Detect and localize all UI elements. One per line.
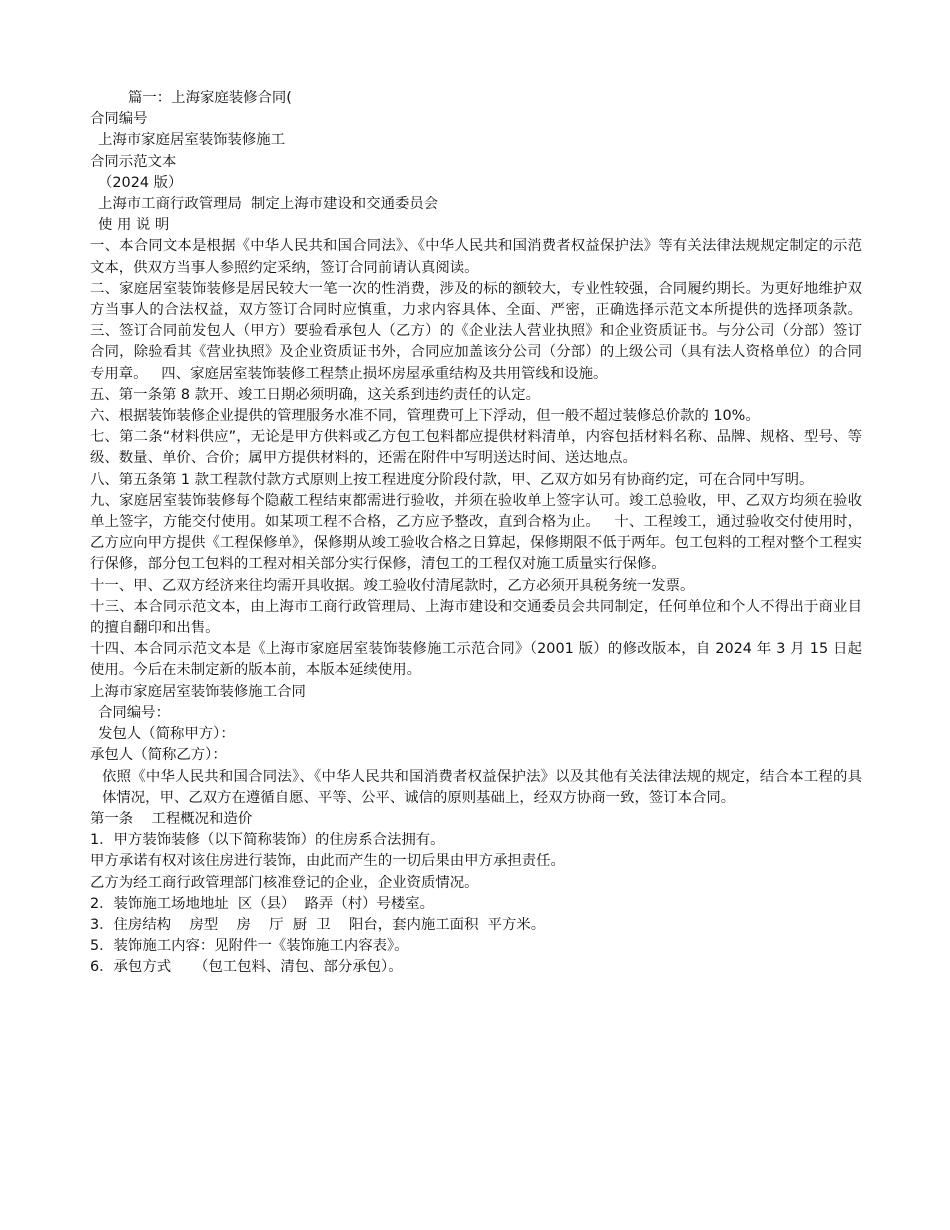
article-1-item: 5．装饰施工内容：见附件一《装饰施工内容表》。 bbox=[90, 938, 409, 955]
instruction-paragraph: 八、第五条第 1 款工程款付款方式原则上按工程进度分阶段付款，甲、乙双方如另有协商约定，可在合同中写明。 bbox=[90, 471, 814, 488]
article-1-heading: 第一条 工程概况和造价 bbox=[90, 810, 253, 827]
instruction-paragraph: 五、第一条第 8 款开、竣工日期必须明确，这关系到违约责任的认定。 bbox=[90, 386, 541, 403]
article-1-item: 3．住房结构 房型 房 厅 厨 卫 阳台，套内施工面积 平方米。 bbox=[90, 916, 546, 933]
instruction-paragraph: 十四、本合同示范文本是《上海市家庭居室装饰装修施工示范合同》（2001 版）的修改版本，自 2024 年 3 月 15 日起使用。今后在未制定新的版本前，本版本延续使用。 bbox=[90, 641, 862, 679]
contract-name: 上海市家庭居室装饰装修施工 bbox=[98, 132, 286, 149]
issuers-line: 上海市工商行政管理局 制定上海市建设和交通委员会 bbox=[98, 196, 439, 213]
instruction-paragraph: 七、第二条“材料供应”，无论是甲方供料或乙方包工包料都应提供材料清单，内容包括材料名称、品牌、规格、型号、等级、数量、单价、合价；属甲方提供材料的，还需在附件中写明送达时间、送达地点。 bbox=[90, 429, 862, 467]
party-b-field: 承包人（简称乙方）： bbox=[90, 747, 227, 764]
contract-no-label: 合同编号 bbox=[90, 111, 148, 128]
article-1-item: 甲方承诺有权对该住房进行装饰，由此而产生的一切后果由甲方承担责任。 bbox=[90, 853, 565, 870]
instruction-paragraph: 六、根据装饰装修企业提供的管理服务水准不同，管理费可上下浮动，但一般不超过装修总价款的 10%。 bbox=[90, 408, 760, 425]
contract-number-field: 合同编号： bbox=[98, 704, 170, 721]
contract-title: 上海市家庭居室装饰装修施工合同 bbox=[90, 683, 306, 700]
model-text-label: 合同示范文本 bbox=[90, 153, 177, 170]
article-1-item: 6．承包方式 （包工包料、清包、部分承包）。 bbox=[90, 959, 403, 976]
article-1-item: 1．甲方装饰装修（以下简称装饰）的住房系合法拥有。 bbox=[90, 832, 445, 849]
article-1-item: 2．装饰施工场地地址 区（县） 路弄（村）号楼室。 bbox=[90, 895, 435, 912]
edition-label: （2024 版） bbox=[98, 174, 183, 191]
party-a-field: 发包人（简称甲方）： bbox=[98, 726, 235, 743]
document-page bbox=[90, 88, 876, 979]
document-title: 篇一：上海家庭装修合同( bbox=[128, 90, 292, 106]
instruction-paragraph: 九、家庭居室装饰装修每个隐蔽工程结束都需进行验收，并须在验收单上签字认可。竣工总验收，甲、乙双方均须在验收单上签字，方能交付使用。如某项工程不合格，乙方应予整改，直到合格为止。 十、工程竣工，通过验收交付使用时，乙方应向甲方提供《工程保修单》，保修期从竣工验收合格之日算起，保修期限不低于两年。包工包料的工程对整个工程实行保修，部分包工包料的工程对相关部分实行保修，清包工的工程仅对施工质量实行保修。 bbox=[90, 492, 862, 573]
instruction-paragraph: 二、家庭居室装饰装修是居民较大一笔一次的性消费，涉及的标的额较大，专业性较强，合同履约期长。为更好地维护双方当事人的合法权益，双方签订合同时应慎重，力求内容具体、全面、严密，正确选择示范文本所提供的选择项条款。 三、签订合同前发包人（甲方）要验看承包人（乙方）的《企业法人营业执照》和企业资质证书。与分公司（分部）签订合同，除验看其《营业执照》及企业资质证书外，合同应加盖该分公司（分部）的上级公司（具有法人资格单位）的合同专用章。 四、家庭居室装饰装修工程禁止损坏房屋承重结构及共用管线和设施。 bbox=[90, 280, 876, 382]
instruction-paragraph: 十一、甲、乙双方经济来往均需开具收据。竣工验收付清尾款时，乙方必须开具税务统一发票。 bbox=[90, 577, 695, 594]
contract-preamble: 依照《中华人民共和国合同法》、《中华人民共和国消费者权益保护法》以及其他有关法律法规的规定，结合本工程的具体情况，甲、乙双方在遵循自愿、平等、公平、诚信的原则基础上，经双方协商一致，签订本合同。 bbox=[102, 768, 862, 806]
instruction-paragraph: 十三、本合同示范文本，由上海市工商行政管理局、上海市建设和交通委员会共同制定，任何单位和个人不得出于商业目的擅自翻印和出售。 bbox=[90, 598, 862, 637]
article-1-item: 乙方为经工商行政管理部门核准登记的企业，企业资质情况。 bbox=[90, 874, 479, 891]
instructions-heading: 使 用 说 明 bbox=[98, 217, 170, 234]
instruction-paragraph: 一、本合同文本是根据《中华人民共和国合同法》、《中华人民共和国消费者权益保护法》等有关法律法规规定制定的示范文本，供双方当事人参照约定采纳，签订合同前请认真阅读。 bbox=[90, 238, 862, 276]
